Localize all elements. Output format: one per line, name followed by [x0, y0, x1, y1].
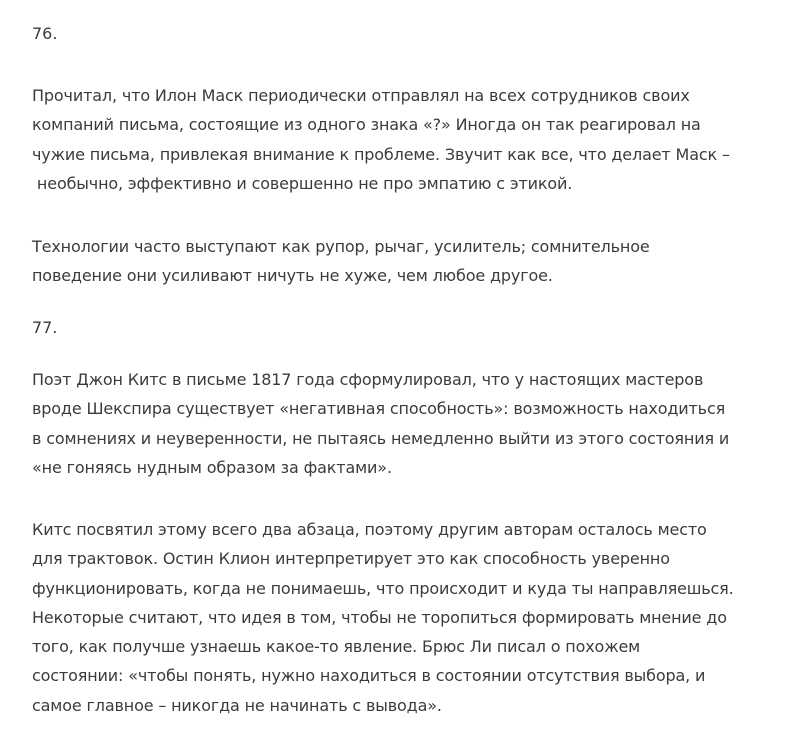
section-number-76: 76. — [32, 24, 58, 43]
text-line: поведение они усиливают ничуть не хуже, чем любое другое. — [32, 266, 553, 286]
text-line: «не гоняясь нудным образом за фактами». — [32, 457, 392, 477]
paragraph-keats-negative-capability — [32, 365, 772, 482]
text-line: Китс посвятил этому всего два абзаца, поэтому другим авторам осталось место — [32, 520, 707, 539]
text-line: Прочитал, что Илон Маск периодически отправлял на всех сотрудников своих — [32, 86, 690, 105]
text-line: Поэт Джон Китс в письме 1817 года сформулировал, что у настоящих мастеров — [32, 370, 704, 389]
paragraph-musk-question-mark — [32, 81, 772, 198]
text-line: необычно, эффективно и совершенно не про эмпатию с этикой. — [32, 173, 573, 193]
text-line: самое главное – никогда не начинать с вывода». — [32, 695, 442, 715]
text-line: чужие письма, привлекая внимание к проблеме. Звучит как все, что делает Маск – — [32, 144, 730, 164]
paragraph-keats-interpretations — [32, 515, 772, 720]
text-line: в сомнениях и неуверенности, не пытаясь немедленно выйти из этого состояния и — [32, 428, 730, 448]
paragraph-technology-amplifier — [32, 232, 772, 291]
text-line: вроде Шекспира существует «негативная способность»: возможность находиться — [32, 399, 726, 419]
section-number-77: 77. — [32, 318, 58, 337]
text-line: компаний письма, состоящие из одного знака «?» Иногда он так реагировал на — [32, 115, 701, 135]
text-line: состоянии: «чтобы понять, нужно находиться в состоянии отсутствия выбора, и — [32, 666, 706, 686]
text-line: Некоторые считают, что идея в том, чтобы не торопиться формировать мнение до — [32, 607, 727, 627]
text-line: для трактовок. Остин Клион интерпретирует это как способность уверенно — [32, 549, 670, 569]
text-line: Технологии часто выступают как рупор, рычаг, усилитель; сомнительное — [32, 237, 650, 256]
text-line: функционировать, когда не понимаешь, что происходит и куда ты направляешься. — [32, 578, 734, 598]
text-line: того, как получше узнаешь какое-то явление. Брюс Ли писал о похожем — [32, 637, 641, 657]
